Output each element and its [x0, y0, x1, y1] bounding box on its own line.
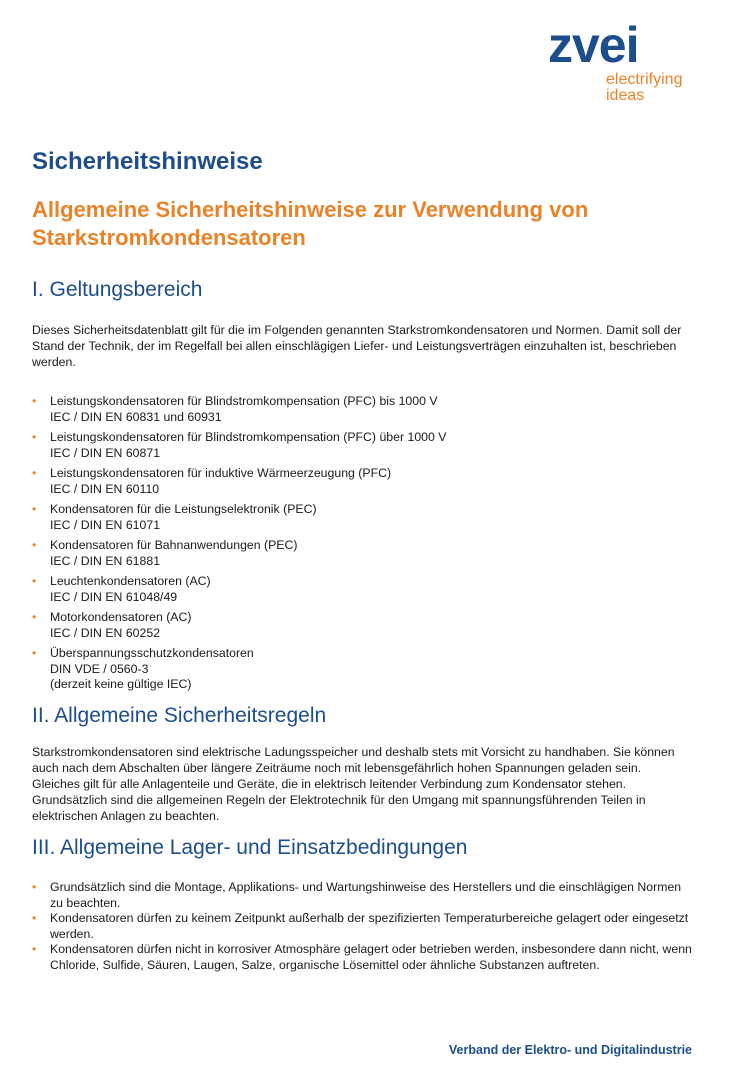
- list-item-title: Kondensatoren für Bahnanwendungen (PEC): [50, 538, 298, 552]
- list-item-text: Grundsätzlich sind die Montage, Applikations- und Wartungshinweise des Herstellers und die einschlägigen Normen zu beachten.: [50, 880, 682, 910]
- section-paragraph-geltungsbereich: Dieses Sicherheitsdatenblatt gilt für die im Folgenden genannten Starkstromkondensatoren und Normen. Damit soll der Stand der Technik, der im Regelfall bei allen einschlägigen Liefer- und Leistungsverträgen einzuhalten ist, beschrieben werden.: [32, 323, 682, 369]
- list-item-text: Kondensatoren dürfen nicht in korrosiver Atmosphäre gelagert oder betrieben werden, insbesondere dann nicht, wenn Chloride, Sulfide, Säuren, Laugen, Salze, organische Lösemittel oder ähnliche Substanzen auftreten.: [50, 942, 692, 972]
- list-item-standard: DIN VDE / 0560-3: [50, 661, 149, 676]
- list-item-title: Motorkondensatoren (AC): [50, 610, 192, 624]
- page-title: Sicherheitshinweise: [32, 148, 263, 175]
- section-heading-geltungsbereich: I. Geltungsbereich: [32, 278, 203, 301]
- list-item-standard: IEC / DIN EN 60252: [50, 625, 161, 640]
- footer-organization: Verband der Elektro- und Digitalindustrie: [448, 1043, 692, 1057]
- zvei-logo: [548, 17, 708, 104]
- list-item-text: Kondensatoren dürfen zu keinem Zeitpunkt außerhalb der spezifizierten Temperaturbereiche gelagert oder eingesetzt werden.: [50, 911, 689, 941]
- section-paragraph-sicherheitsregeln: Starkstromkondensatoren sind elektrische Ladungsspeicher und deshalb stets mit Vorsicht zu handhaben. Sie können auch nach dem Abschalten über längere Zeiträume noch mit lebensgefährlich hohen Spannungen geladen sein. Gleiches gilt für alle Anlagenteile und Geräte, die in elektrisch leitender Verbindung zum Kondensator stehen. Grundsätzlich sind die allgemeinen Regeln der Elektrotechnik für den Umgang mit spannungsführenden Teilen in elektrischen Anlagen zu beachten.: [32, 745, 675, 823]
- bullet-icon: •: [32, 394, 37, 408]
- list-item-title: Leistungskondensatoren für Blindstromkompensation (PFC) bis 1000 V: [50, 394, 438, 408]
- list-item: [32, 466, 697, 497]
- logo-tagline-line2: ideas: [606, 87, 645, 104]
- section-heading-lagerbedingungen: III. Allgemeine Lager- und Einsatzbedingungen: [32, 836, 468, 859]
- list-item: [32, 430, 697, 461]
- bullet-icon: •: [32, 610, 37, 624]
- list-item-title: Leistungskondensatoren für induktive Wärmeerzeugung (PFC): [50, 466, 392, 480]
- logo-tagline-line1: electrifying: [606, 71, 683, 88]
- list-item: [32, 574, 697, 605]
- page-subtitle: Allgemeine Sicherheitshinweise zur Verwendung von Starkstromkondensatoren: [32, 197, 589, 250]
- logo-tagline: [606, 72, 708, 104]
- bullet-icon: •: [32, 646, 37, 660]
- logo-wordmark: zvei: [548, 17, 639, 73]
- section-heading-sicherheitsregeln: II. Allgemeine Sicherheitsregeln: [32, 704, 327, 727]
- bullet-icon: •: [32, 880, 37, 894]
- list-item: [32, 880, 697, 911]
- list-item: [32, 942, 697, 973]
- bullet-icon: •: [32, 538, 37, 552]
- list-item-standard: IEC / DIN EN 61881: [50, 553, 161, 568]
- list-item-standard: IEC / DIN EN 60871: [50, 445, 161, 460]
- capacitor-standards-list: [32, 394, 697, 698]
- bullet-icon: •: [32, 502, 37, 516]
- list-item: [32, 538, 697, 569]
- list-item-title: Überspannungsschutzkondensatoren: [50, 646, 254, 660]
- bullet-icon: •: [32, 430, 37, 444]
- list-item-title: Leuchtenkondensatoren (AC): [50, 574, 211, 588]
- list-item-standard: IEC / DIN EN 60110: [50, 481, 160, 496]
- list-item-note: (derzeit keine gültige IEC): [50, 677, 192, 691]
- bullet-icon: •: [32, 466, 37, 480]
- list-item: [32, 646, 697, 693]
- list-item-title: Leistungskondensatoren für Blindstromkompensation (PFC) über 1000 V: [50, 430, 447, 444]
- list-item-standard: IEC / DIN EN 61071: [50, 517, 161, 532]
- bullet-icon: •: [32, 911, 37, 925]
- list-item: [32, 502, 697, 533]
- bullet-icon: •: [32, 942, 37, 956]
- list-item: [32, 911, 697, 942]
- list-item: [32, 610, 697, 641]
- list-item: [32, 394, 697, 425]
- bullet-icon: •: [32, 574, 37, 588]
- list-item-standard: IEC / DIN EN 61048/49: [50, 589, 178, 604]
- list-item-standard: IEC / DIN EN 60831 und 60931: [50, 409, 222, 424]
- list-item-title: Kondensatoren für die Leistungselektronik (PEC): [50, 502, 317, 516]
- storage-conditions-list: [32, 880, 697, 973]
